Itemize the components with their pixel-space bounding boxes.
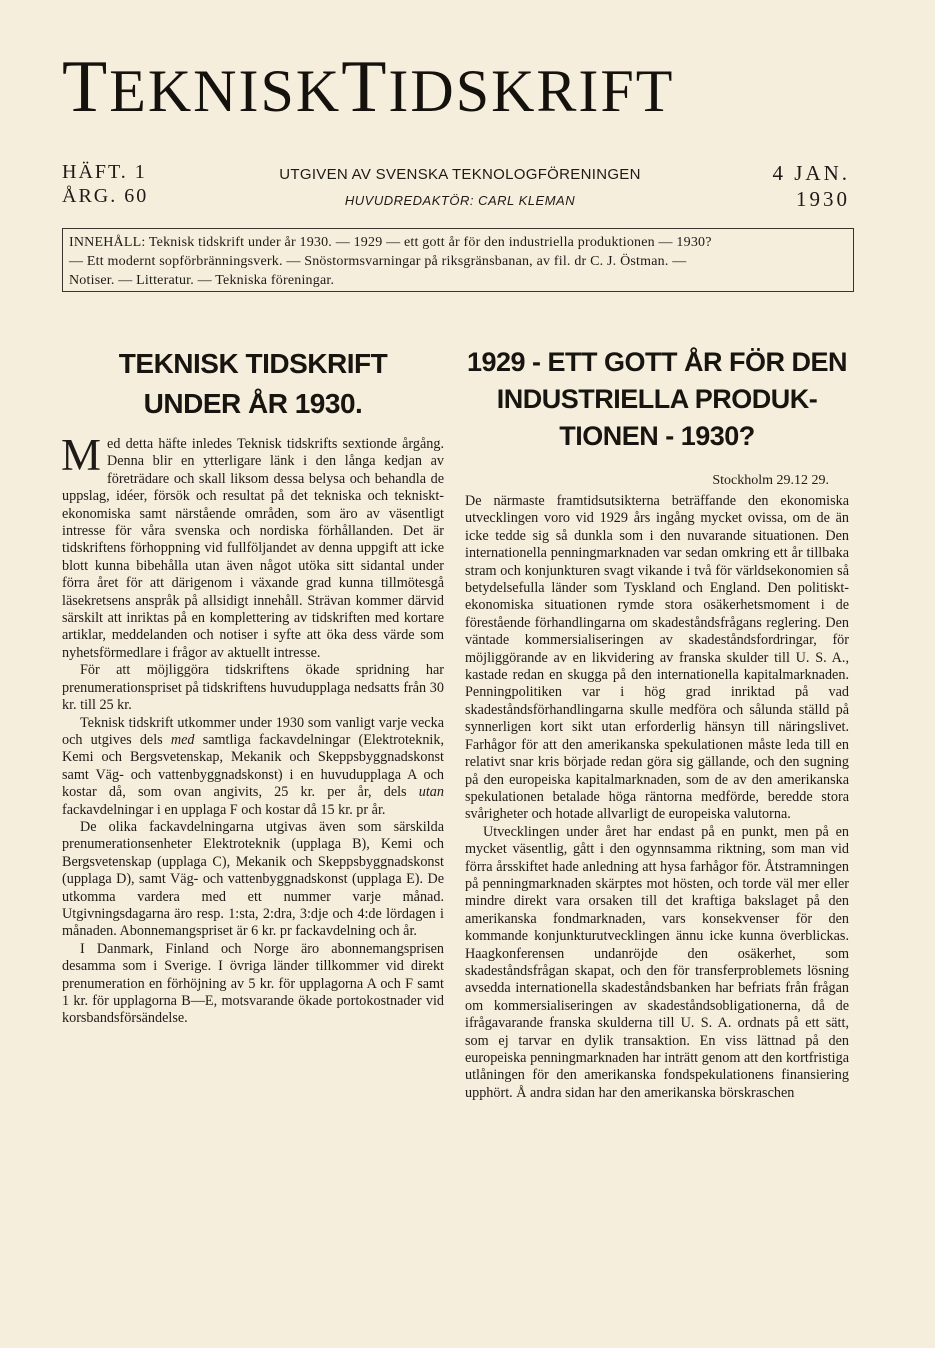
article-left-column: [62, 344, 444, 1028]
masthead-word-eknisk: EKNISK: [109, 58, 342, 124]
masthead-initial-t2: T: [341, 46, 389, 128]
contents-line: INNEHÅLL: Teknisk tidskrift under år 1930. — 1929 — ett gott år för den industriella produktionen — 1930?: [69, 235, 712, 250]
article2-paragraph: Utvecklingen under året har endast på en punkt, men på en mycket väsentlig, gått i den ogynnsamma riktning, som man vid förra årsskiftet hade anledning att hysa farhågor för. Åtstramningen på penningmarknaden skärptes mot hösten, och torde väl mer eller mindre direkt vara orsaken till det kraftiga bakslaget på den amerikanska fondmarknaden, vars konsekvenser för den kommande konjunkturutvecklingen ännu icke kunna överblickas. Haagkonferensen undanröjde den osäkerhet, som skadeståndsfrågan skapat, och den för transferproblemets lösning avsedda internationella skadeståndsbanken har befriats från frågan om kommersialiseringen av skadeståndsobligationerna, då de ifrågavarande franska skulderna till U. S. A. ordnats på ett sätt, som ej tarvar en dylik transaktion. En viss lättnad på den europeiska penningmarknaden har inträtt genom att den kortfristiga utlåningen för den amerikanska fondspekulationens finansiering upphört. Å andra sidan har den amerikanska börskraschen: [465, 823, 849, 1101]
emphasis-text: utan: [418, 784, 444, 801]
article2-title-line: TIONEN - 1930?: [559, 421, 755, 451]
article1-paragraph: [62, 715, 444, 819]
paragraph-text: samtliga fackavdelningar (Elektroteknik, Kemi och Bergsvetenskap, Mekanik och Skeppsbyggnadskonst samt Väg- och vattenbyggnadskonst) i en huvudupplaga A och kostar då, som ovan angivits, 25 kr. per år, dels: [62, 731, 444, 801]
article1-paragraph: [61, 430, 444, 662]
article1-paragraph: För att möjliggöra tidskriftens ökade spridning har prenumerationspriset på tidskriftens huvudupplaga nedsatts från 30 kr. till 25 kr.: [62, 662, 444, 714]
volume-number: ÅRG. 60: [62, 185, 149, 207]
emphasis-text: med: [170, 731, 195, 748]
issue-date-block: [720, 160, 850, 212]
article2-title-line: 1929 - ETT GOTT ÅR FÖR DEN: [466, 347, 848, 377]
masthead-word-idskrift: IDSKRIFT: [388, 58, 675, 124]
article1-title-line: TEKNISK TIDSKRIFT: [118, 348, 388, 379]
masthead-initial-t: T: [62, 46, 110, 128]
publisher-line: UTGIVEN AV SVENSKA TEKNOLOGFÖRENINGEN: [279, 166, 641, 183]
editor-line: HUVUDREDAKTÖR: CARL KLEMAN: [344, 193, 576, 208]
paragraph-text: ed detta häfte inledes Teknisk tidskrifts sextionde årgång. Denna blir en ytterligare länk i den långa kedjan av företrädare och skall liksom dessa belysa och behandla de uppslag, idéer, försök och resultat på det tekniska och tekniskt-ekonomiska samt närstående områden, som äro av väsentligt intresse för våra svenska och nordiska förhållanden. Det är tidskriftens förhoppning vid fullföljandet av denna uppgift att icke blott kunna bibehålla utan även något utöka sitt sidantal under förra året för att därigenom i växande grad kunna tillmötesgå läsekretsens anspråk på allsidigt innehåll. Strävan kommer därvid särskilt att inriktas på en komplettering av tidskriften med kortare artiklar, meddelanden och notiser i syfte att öka dess värde som nyhetsförmedlare i frågor av aktuellt intresse.: [62, 436, 444, 661]
article-right-column: [465, 344, 849, 1102]
article1-headline: [62, 344, 444, 424]
paragraph-text: Teknisk tidskrift utkommer under 1930 som vanligt varje vecka och utgives dels: [62, 714, 444, 748]
article2-dateline: Stockholm 29.12 29.: [712, 473, 829, 488]
article1-paragraph: De olika fackavdelningarna utgivas även som särskilda prenumerationsenheter Elektroteknik (upplaga B), Kemi och Bergsvetenskap (upplaga C), Mekanik och Skeppsbyggnadskonst (upplaga D), samt Väg- och vattenbyggnadskonst (upplaga E). De utkomma vardera med ett nummer varje månad. Utgivningsdagarna äro resp. 1:sta, 2:dra, 3:dje och 4:de lördagen i månaden. Abonnemangspriset är 6 kr. pr fackavdelning och år.: [62, 818, 444, 940]
article1-paragraph: I Danmark, Finland och Norge äro abonnemangsprisen desamma som i Sverige. I övriga länder tillkommer vid direkt prenumeration en förhöjning av 5 kr. för upplagorna A och F samt 1 kr. för upplagorna B—E, motsvarande ökade portokostnader vid korsbandsförsändelse.: [62, 940, 444, 1027]
issue-number-block: [62, 160, 148, 208]
article2-headline: [465, 344, 849, 455]
issue-year: 1930: [796, 187, 850, 211]
article2-title-line: INDUSTRIELLA PRODUK-: [496, 384, 818, 414]
masthead-title: [62, 46, 862, 128]
contents-line: Notiser. — Litteratur. — Tekniska föreningar.: [69, 273, 335, 288]
issue-number: HÄFT. 1: [62, 161, 147, 183]
contents-line: — Ett modernt sopförbränningsverk. — Snöstormsvarningar på riksgränsbanan, av fil. dr C. J. Östman. —: [69, 254, 687, 269]
paragraph-text: fackavdelningar i en upplaga F och kostar då 15 kr. pr år.: [62, 801, 386, 818]
issue-date: 4 JAN.: [772, 161, 850, 185]
article1-title-line: UNDER ÅR 1930.: [143, 388, 363, 419]
drop-cap: M: [61, 430, 102, 480]
article2-paragraph: De närmaste framtidsutsikterna beträffande den ekonomiska utvecklingen voro vid 1929 års ingång mycket ovissa, om de än icke tedde sig så dunkla som i den nuvarande situationen. Den internationella penningmarknaden var sedan omkring ett år tillbaka stram och konjunkturen svagt vikande i två för världsekonomien så betydelsefulla länder som Tyskland och England. Den politiskt-ekonomiska situationen rymde stora osäkerhetsmoment i de förestående förhandlingarna om skadeståndsfrågans reglering. Den väntade kommersialiseringen av skadeståndsfordringar, för möjliggörande av en likvidering av franska skulder till U. S. A., kastade redan en skugga på den internationella kapitalmarknaden. Penningpolitiken var i hög grad inriktad på vad skadeståndsförhandlingarna skulle medföra och sålunda ställd på synnerligen kort sikt utan erforderlig hänsyn till näringslivet. Farhågor för att den amerikanska spekulationen måste leda till en relativt snar kris började redan göra sig gällande, och den sugning på den europeiska kapitalmarknaden, som de av den amerikanska spekulationen betalade höga räntorna medförde, beredde stora svårigheter och hotade allvarligt de europeiska valutorna.: [465, 493, 849, 823]
table-of-contents-box: [62, 228, 854, 292]
publisher-block: [240, 162, 680, 214]
